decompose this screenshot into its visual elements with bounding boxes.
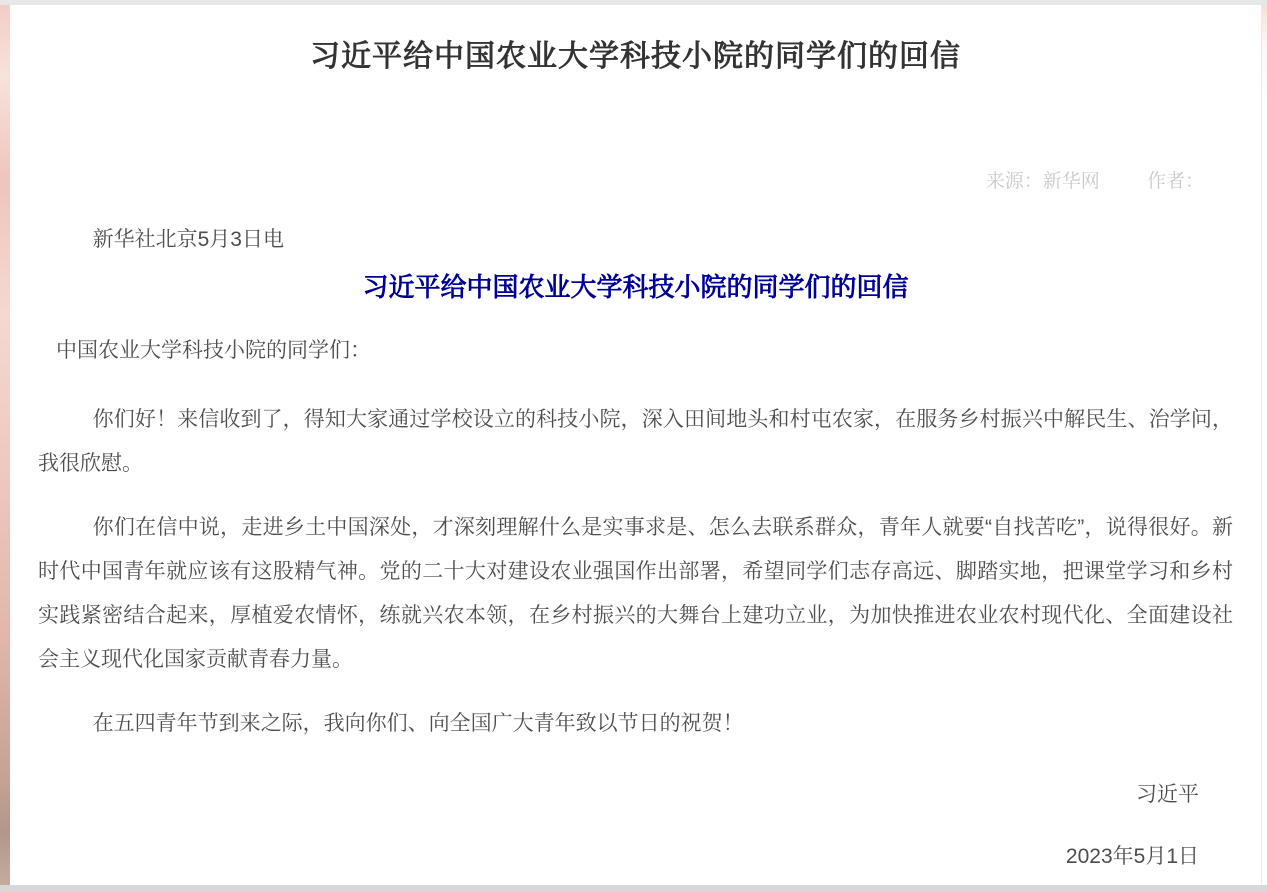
background-left-edge (0, 5, 10, 885)
paragraph-3: 在五四青年节到来之际，我向你们、向全国广大青年致以节日的祝贺！ (92, 712, 744, 735)
background-right-edge (1262, 5, 1267, 885)
article-card (10, 5, 1262, 885)
signature-date: 2023年5月1日 (1065, 845, 1199, 868)
source-label: 来源：新华网 (985, 171, 1100, 192)
signature: 习近平 (1136, 783, 1199, 806)
letter-title: 习近平给中国农业大学科技小院的同学们的回信 (362, 273, 909, 302)
author-label: 作者： (1146, 171, 1204, 192)
page-title: 习近平给中国农业大学科技小院的同学们的回信 (310, 40, 961, 73)
bottom-edge-strip (0, 885, 1267, 892)
dateline: 新华社北京5月3日电 (92, 228, 284, 251)
paragraph-2: 你们在信中说，走进乡土中国深处，才深刻理解什么是实事求是、怎么去联系群众，青年人就要“自找苦吃”，说得很好。新时代中国青年就应该有这股精气神。党的二十大对建设农业强国作出部署，希望同学们志存高远、脚踏实地，把课堂学习和乡村实践紧密结合起来，厚植爱农情怀，练就兴农本领，在乡村振兴的大舞台上建功立业，为加快推进农业农村现代化、全面建设社会主义现代化国家贡献青春力量。 (38, 516, 1233, 671)
salutation: 中国农业大学科技小院的同学们： (56, 339, 371, 362)
article-meta (10, 169, 1261, 195)
paragraph-1: 你们好！来信收到了，得知大家通过学校设立的科技小院，深入田间地头和村屯农家，在服务乡村振兴中解民生、治学问，我很欣慰。 (38, 408, 1233, 475)
